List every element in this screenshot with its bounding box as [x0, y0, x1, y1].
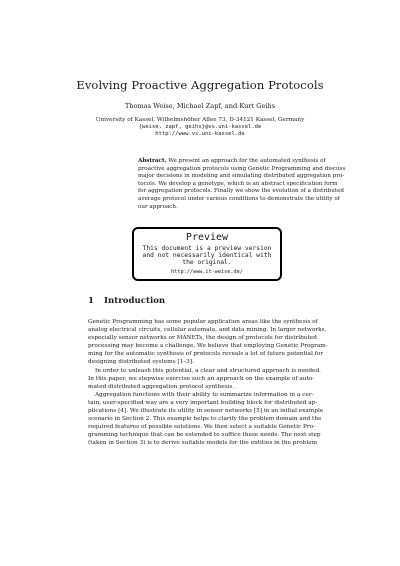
body-line: tain, user-specified way are a very important building block for distributed ap- [88, 399, 318, 406]
body-line: analog electrical circuits, cellular automata, and data mining. In larger networks, [88, 327, 327, 334]
abstract-line: average protocol under various conditions to demonstrate the utility of [138, 195, 340, 202]
preview-message [134, 245, 280, 266]
preview-line: This document is a preview version [142, 245, 272, 252]
body-line: gramming technique that can be extended to suffice these needs. The next step [88, 432, 321, 439]
paper-authors: Thomas Weise, Michael Zapf, and Kurt Geihs [124, 102, 276, 110]
affiliation-block [0, 117, 400, 139]
body-line: (taken in Section 3) is to derive suitable models for the entities in the problem [88, 440, 318, 447]
preview-line: and not necessarily identical with [142, 252, 272, 259]
body-line: designing distributed systems [1–3]. [88, 359, 194, 366]
preview-line: the original. [182, 259, 232, 266]
body-line: In this paper, we stepwise exercise such an approach on the example of auto- [88, 375, 315, 382]
body-line: scenario in Section 2. This example helps to clarify the problem domain and the [88, 416, 322, 423]
introduction-body [88, 318, 328, 448]
author-emails: {weise, zapf, geihs}@vs.uni-kassel.de [138, 124, 262, 131]
body-line: required features of possible solutions. We then select a suitable Genetic Pro- [88, 424, 315, 431]
affiliation-address: University of Kassel, Wilhelmshöher Allee 73, D-34121 Kassel, Germany [95, 117, 305, 123]
preview-url-link[interactable]: http://www.it-weise.de/ [171, 269, 243, 275]
abstract-line: for aggregation protocols. Finally we show the evolution of a distributed [138, 188, 344, 195]
preview-title: Preview [185, 232, 229, 243]
abstract [138, 158, 352, 211]
institution-website: http://www.vs.uni-kassel.de [155, 131, 245, 138]
body-line: Aggregation functions with their ability to summarize information in a cer- [95, 391, 314, 398]
section-number: 1 [88, 296, 94, 306]
section-title: Introduction [103, 296, 166, 306]
preview-notice-box [132, 227, 282, 281]
paper-title: Evolving Proactive Aggregation Protocols [76, 78, 324, 92]
body-line: Genetic Programming has some popular application areas like the synthesis of [88, 319, 318, 325]
abstract-line: Abstract. We present an approach for the automated synthesis of [138, 158, 326, 164]
abstract-line: tocols. We develop a genotype, which is an abstract specification form [138, 180, 338, 187]
abstract-line: major decisions in modeling and simulating distributed aggregation pro- [138, 173, 345, 180]
section-heading-introduction [88, 296, 165, 306]
body-line: In order to unleash this potential, a clear and structured approach is needed. [95, 367, 321, 374]
body-line: especially sensor networks or MANETs, the design of protocols for distributed [88, 335, 317, 342]
body-line: mated distributed aggregation protocol synthesis. [88, 383, 235, 390]
body-line: processing may become a challenge. We believe that employing Genetic Program- [88, 343, 328, 350]
abstract-line: our approach. [138, 203, 178, 210]
abstract-line: proactive aggregation protocols using Genetic Programming and discuss [138, 165, 346, 172]
body-line: plications [4]. We illustrate its utility in sensor networks [5] in an initial example [88, 408, 324, 415]
abstract-label: Abstract. [138, 158, 167, 164]
body-line: ming for the automatic synthesis of protocols reveals a lot of future potential for [88, 351, 324, 358]
